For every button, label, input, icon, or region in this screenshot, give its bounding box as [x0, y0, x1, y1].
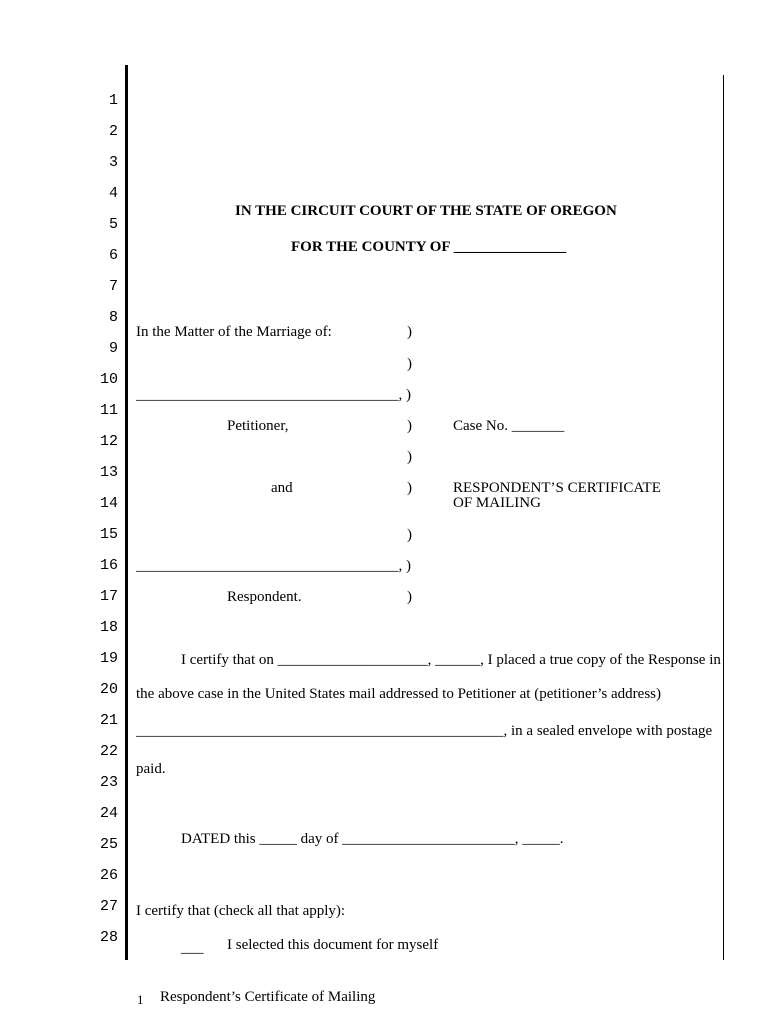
checkbox-blank[interactable]: ___ — [181, 940, 204, 956]
certification-line-1: I certify that on ____________________, ______, I placed a true copy of the Response in — [181, 652, 721, 668]
line-number: 17 — [99, 588, 118, 605]
petitioner-name-blank: ___________________________________, ) — [136, 387, 411, 403]
line-number: 28 — [99, 929, 118, 946]
and-label: and — [271, 480, 293, 496]
line-number: 11 — [99, 402, 118, 419]
caption-paren: ) — [407, 480, 412, 496]
line-number: 24 — [99, 805, 118, 822]
line-number: 9 — [108, 340, 118, 357]
checkbox-label: I selected this document for myself — [227, 937, 439, 953]
line-number: 26 — [99, 867, 118, 884]
certification-line-3: _________________________________________________, in a sealed envelope with postage — [136, 723, 713, 739]
caption-paren: ) — [407, 449, 412, 465]
right-margin-rule — [723, 75, 724, 960]
line-number: 10 — [99, 371, 118, 388]
line-number: 27 — [99, 898, 118, 915]
line-number: 1 — [108, 92, 118, 109]
line-number: 19 — [99, 650, 118, 667]
line-number: 15 — [99, 526, 118, 543]
document-title-line1: RESPONDENT’S CERTIFICATE — [453, 480, 661, 496]
line-number: 16 — [99, 557, 118, 574]
document-title-line2: OF MAILING — [453, 495, 541, 511]
check-all-label: I certify that (check all that apply): — [136, 903, 346, 919]
left-margin-rule — [125, 65, 128, 960]
respondent-name-blank: ___________________________________, ) — [136, 558, 411, 574]
court-heading: IN THE CIRCUIT COURT OF THE STATE OF OREGON — [235, 203, 617, 219]
line-number: 5 — [108, 216, 118, 233]
petitioner-label: Petitioner, — [227, 418, 289, 434]
caption-paren: ) — [407, 527, 412, 543]
line-number: 7 — [108, 278, 118, 295]
line-number: 21 — [99, 712, 118, 729]
matter-label: In the Matter of the Marriage of: — [136, 324, 332, 340]
line-number: 14 — [99, 495, 118, 512]
certification-line-2: the above case in the United States mail addressed to Petitioner at (petitioner’s address) — [136, 686, 661, 702]
line-number: 13 — [99, 464, 118, 481]
line-number: 3 — [108, 154, 118, 171]
caption-paren: ) — [407, 356, 412, 372]
line-number: 4 — [108, 185, 118, 202]
line-number: 23 — [99, 774, 118, 791]
footer-page-number: 1 — [137, 992, 144, 1007]
certification-line-4: paid. — [136, 761, 166, 777]
line-number: 18 — [99, 619, 118, 636]
line-number: 22 — [99, 743, 118, 760]
county-heading: FOR THE COUNTY OF _______________ — [291, 239, 567, 255]
line-number: 2 — [108, 123, 118, 140]
caption-paren: ) — [407, 324, 412, 340]
caption-paren: ) — [407, 589, 412, 605]
line-number: 12 — [99, 433, 118, 450]
caption-paren: ) — [407, 418, 412, 434]
footer-title: Respondent’s Certificate of Mailing — [160, 989, 376, 1005]
dated-line: DATED this _____ day of _______________________, _____. — [181, 831, 564, 847]
line-number: 8 — [108, 309, 118, 326]
case-number: Case No. _______ — [453, 418, 565, 434]
line-number: 6 — [108, 247, 118, 264]
line-number: 20 — [99, 681, 118, 698]
line-number: 25 — [99, 836, 118, 853]
respondent-label: Respondent. — [227, 589, 302, 605]
